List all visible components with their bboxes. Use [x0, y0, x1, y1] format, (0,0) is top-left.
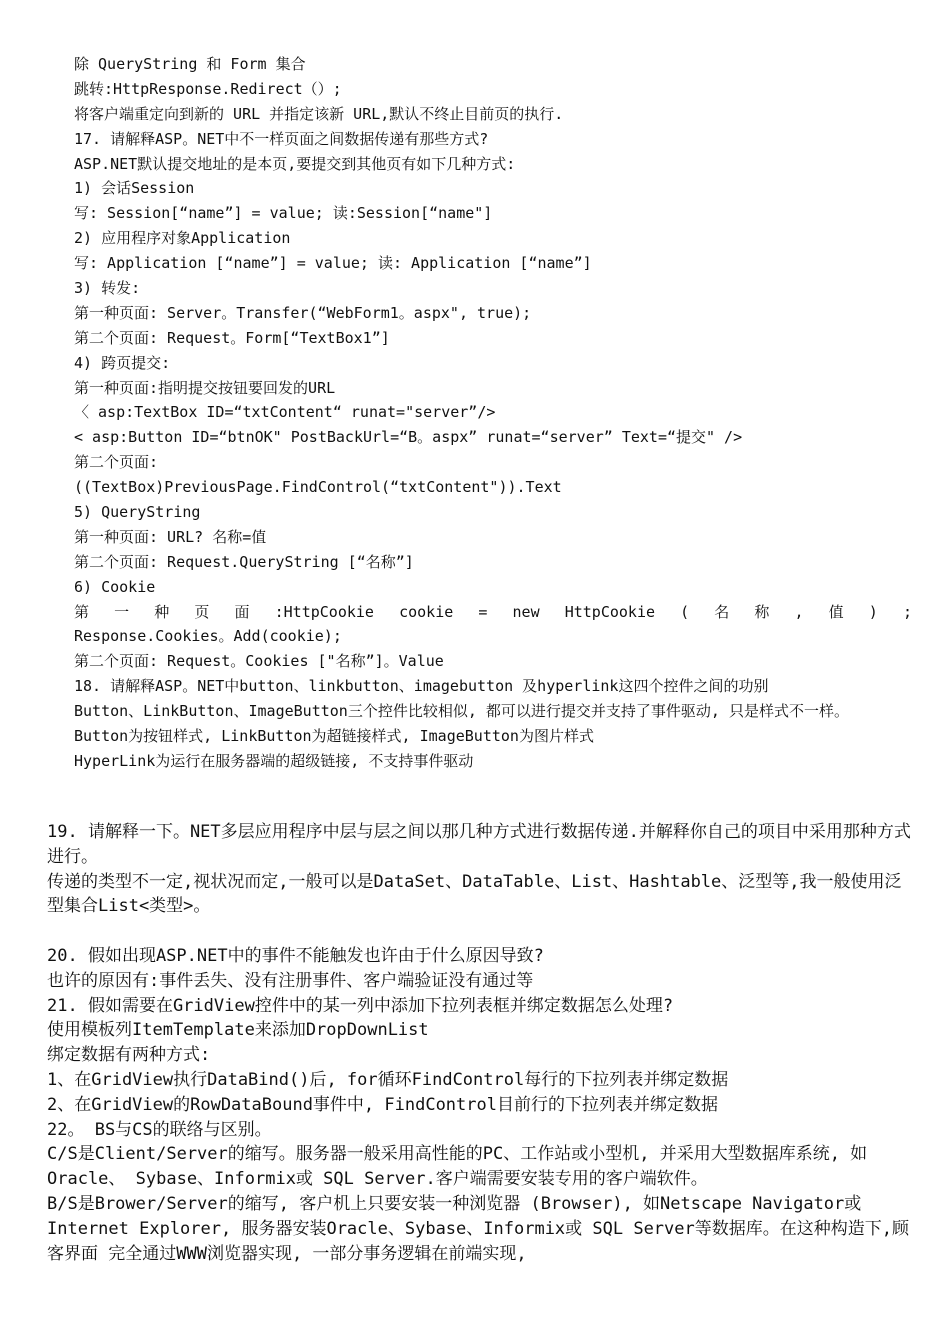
text-line: 1) 会话Session [74, 179, 195, 198]
token: ; [902, 602, 912, 621]
bs-paragraph: B/S是Brower/Server的缩写, 客户机上只要安装一种浏览器 (Browser), 如Netscape Navigator或 Internet Explorer, 服务器安装Oracle、Sybase、Informix或 SQL Server等数据库。在这种构造下,顾客界面 完全通过WWW浏览器实现, 一部分事务逻辑在前端实现, [47, 1193, 909, 1264]
text-line: 第二个页面: Request。Form[“TextBox1”] [74, 328, 390, 347]
text-line: 跳转:HttpResponse.Redirect（）; [74, 79, 342, 98]
text-line: ASP.NET默认提交地址的是本页,要提交到其他页有如下几种方式: [74, 154, 516, 173]
text-line: 第二个页面: Request。Cookies ["名称”]。Value [74, 652, 444, 671]
text-line: 第二个页面: Request.QueryString [“名称”] [74, 552, 414, 571]
question-21: 21. 假如需要在GridView控件中的某一列中添加下拉列表框并绑定数据怎么处理? [47, 995, 674, 1016]
token: 称 [754, 602, 770, 621]
token: :HttpCookie [274, 602, 374, 621]
question-18: 18. 请解释ASP。NET中button、linkbutton、imagebutton 及hyperlink这四个控件之间的功别 [74, 677, 769, 696]
text-line: 第二个页面: [74, 453, 159, 472]
text-line: 2) 应用程序对象Application [74, 229, 291, 248]
text-line: ((TextBox)PreviousPage.FindControl(“txtContent")).Text [74, 478, 562, 497]
text-line: 第一种页面: URL? 名称=值 [74, 527, 267, 546]
text-line: 6) Cookie [74, 577, 156, 596]
token: cookie [399, 602, 454, 621]
question-20: 20. 假如出现ASP.NET中的事件不能触发也许由于什么原因导致? [47, 945, 544, 966]
text-line: 使用模板列ItemTemplate来添加DropDownList [47, 1020, 429, 1041]
token: = [478, 602, 488, 621]
text-line: 除 QueryString 和 Form 集合 [74, 55, 306, 73]
token: 值 [828, 602, 844, 621]
question-22: 22。 BS与CS的联络与区别。 [47, 1119, 272, 1140]
token: 面 [234, 602, 250, 621]
text-line: 2、在GridView的RowDataBound事件中, FindControl目前行的下拉列表并绑定数据 [47, 1094, 718, 1115]
text-line: 写: Session[“name”] = value; 读:Session[“name"] [74, 204, 493, 223]
blank-line [47, 919, 913, 944]
text-paragraph: Button、LinkButton、ImageButton三个控件比较相似, 都可以进行提交并支持了事件驱动, 只是样式不一样。 [74, 702, 849, 721]
question-19: 19. 请解释一下。NET多层应用程序中层与层之间以那几种方式进行数据传递.并解释你自己的项目中采用那种方式进行。 [47, 822, 911, 867]
text-line: < asp:Button ID=“btnOK" PostBackUrl=“B。aspx” runat=“server” Text=“提交" /> [74, 428, 743, 447]
token: 种 [154, 602, 170, 621]
token: 名 [714, 602, 730, 621]
text-line: HyperLink为运行在服务器端的超级链接, 不支持事件驱动 [74, 751, 474, 770]
token: new [512, 602, 540, 621]
text-line: 第一种页面: Server。Transfer(“WebForm1。aspx", true); [74, 303, 532, 322]
text-line: 3) 转发: [74, 279, 141, 298]
cs-paragraph: C/S是Client/Server的缩写。服务器一般采用高性能的PC、工作站或小型机, 并采用大型数据库系统, 如Oracle、 Sybase、Informix或 SQL Server.客户端需要安装专用的客户端软件。 [47, 1144, 868, 1190]
section-more-questions [47, 820, 913, 1266]
section-asp-net-answers [74, 52, 912, 774]
token: 第 [74, 602, 90, 621]
text-line: Response.Cookies。Add(cookie); [74, 627, 342, 646]
text-line: 绑定数据有两种方式: [47, 1045, 211, 1066]
answer-19: 传递的类型不一定,视状况而定,一般可以是DataSet、DataTable、List、Hashtable、泛型等,我一般使用泛型集合List<类型>。 [47, 871, 902, 917]
token: HttpCookie [564, 602, 656, 621]
text-line: 将客户端重定向到新的 URL 并指定该新 URL,默认不终止目前页的执行. [74, 104, 564, 123]
text-line: 5) QueryString [74, 503, 201, 522]
question-17: 17. 请解释ASP。NET中不一样页面之间数据传递有那些方式? [74, 129, 489, 148]
text-line: 写: Application [“name”] = value; 读: Application [“name”] [74, 254, 592, 273]
token: ( [680, 602, 690, 621]
token: 一 [114, 602, 130, 621]
text-line: Button为按钮样式, LinkButton为超链接样式, ImageButton为图片样式 [74, 727, 594, 746]
text-line: 〈 asp:TextBox ID=“txtContent“ runat="server”/> [74, 403, 496, 422]
cookie-justified-line [74, 600, 912, 625]
text-line: 4) 跨页提交: [74, 353, 171, 372]
token: ) [868, 602, 878, 621]
text-line: 第一种页面:指明提交按钮要回发的URL [74, 378, 336, 397]
token: 页 [194, 602, 210, 621]
text-line: 1、在GridView执行DataBind()后, for循环FindControl每行的下拉列表并绑定数据 [47, 1069, 729, 1090]
text-line: 也许的原因有:事件丢失、没有注册事件、客户端验证没有通过等 [47, 970, 534, 991]
token: , [794, 602, 804, 621]
